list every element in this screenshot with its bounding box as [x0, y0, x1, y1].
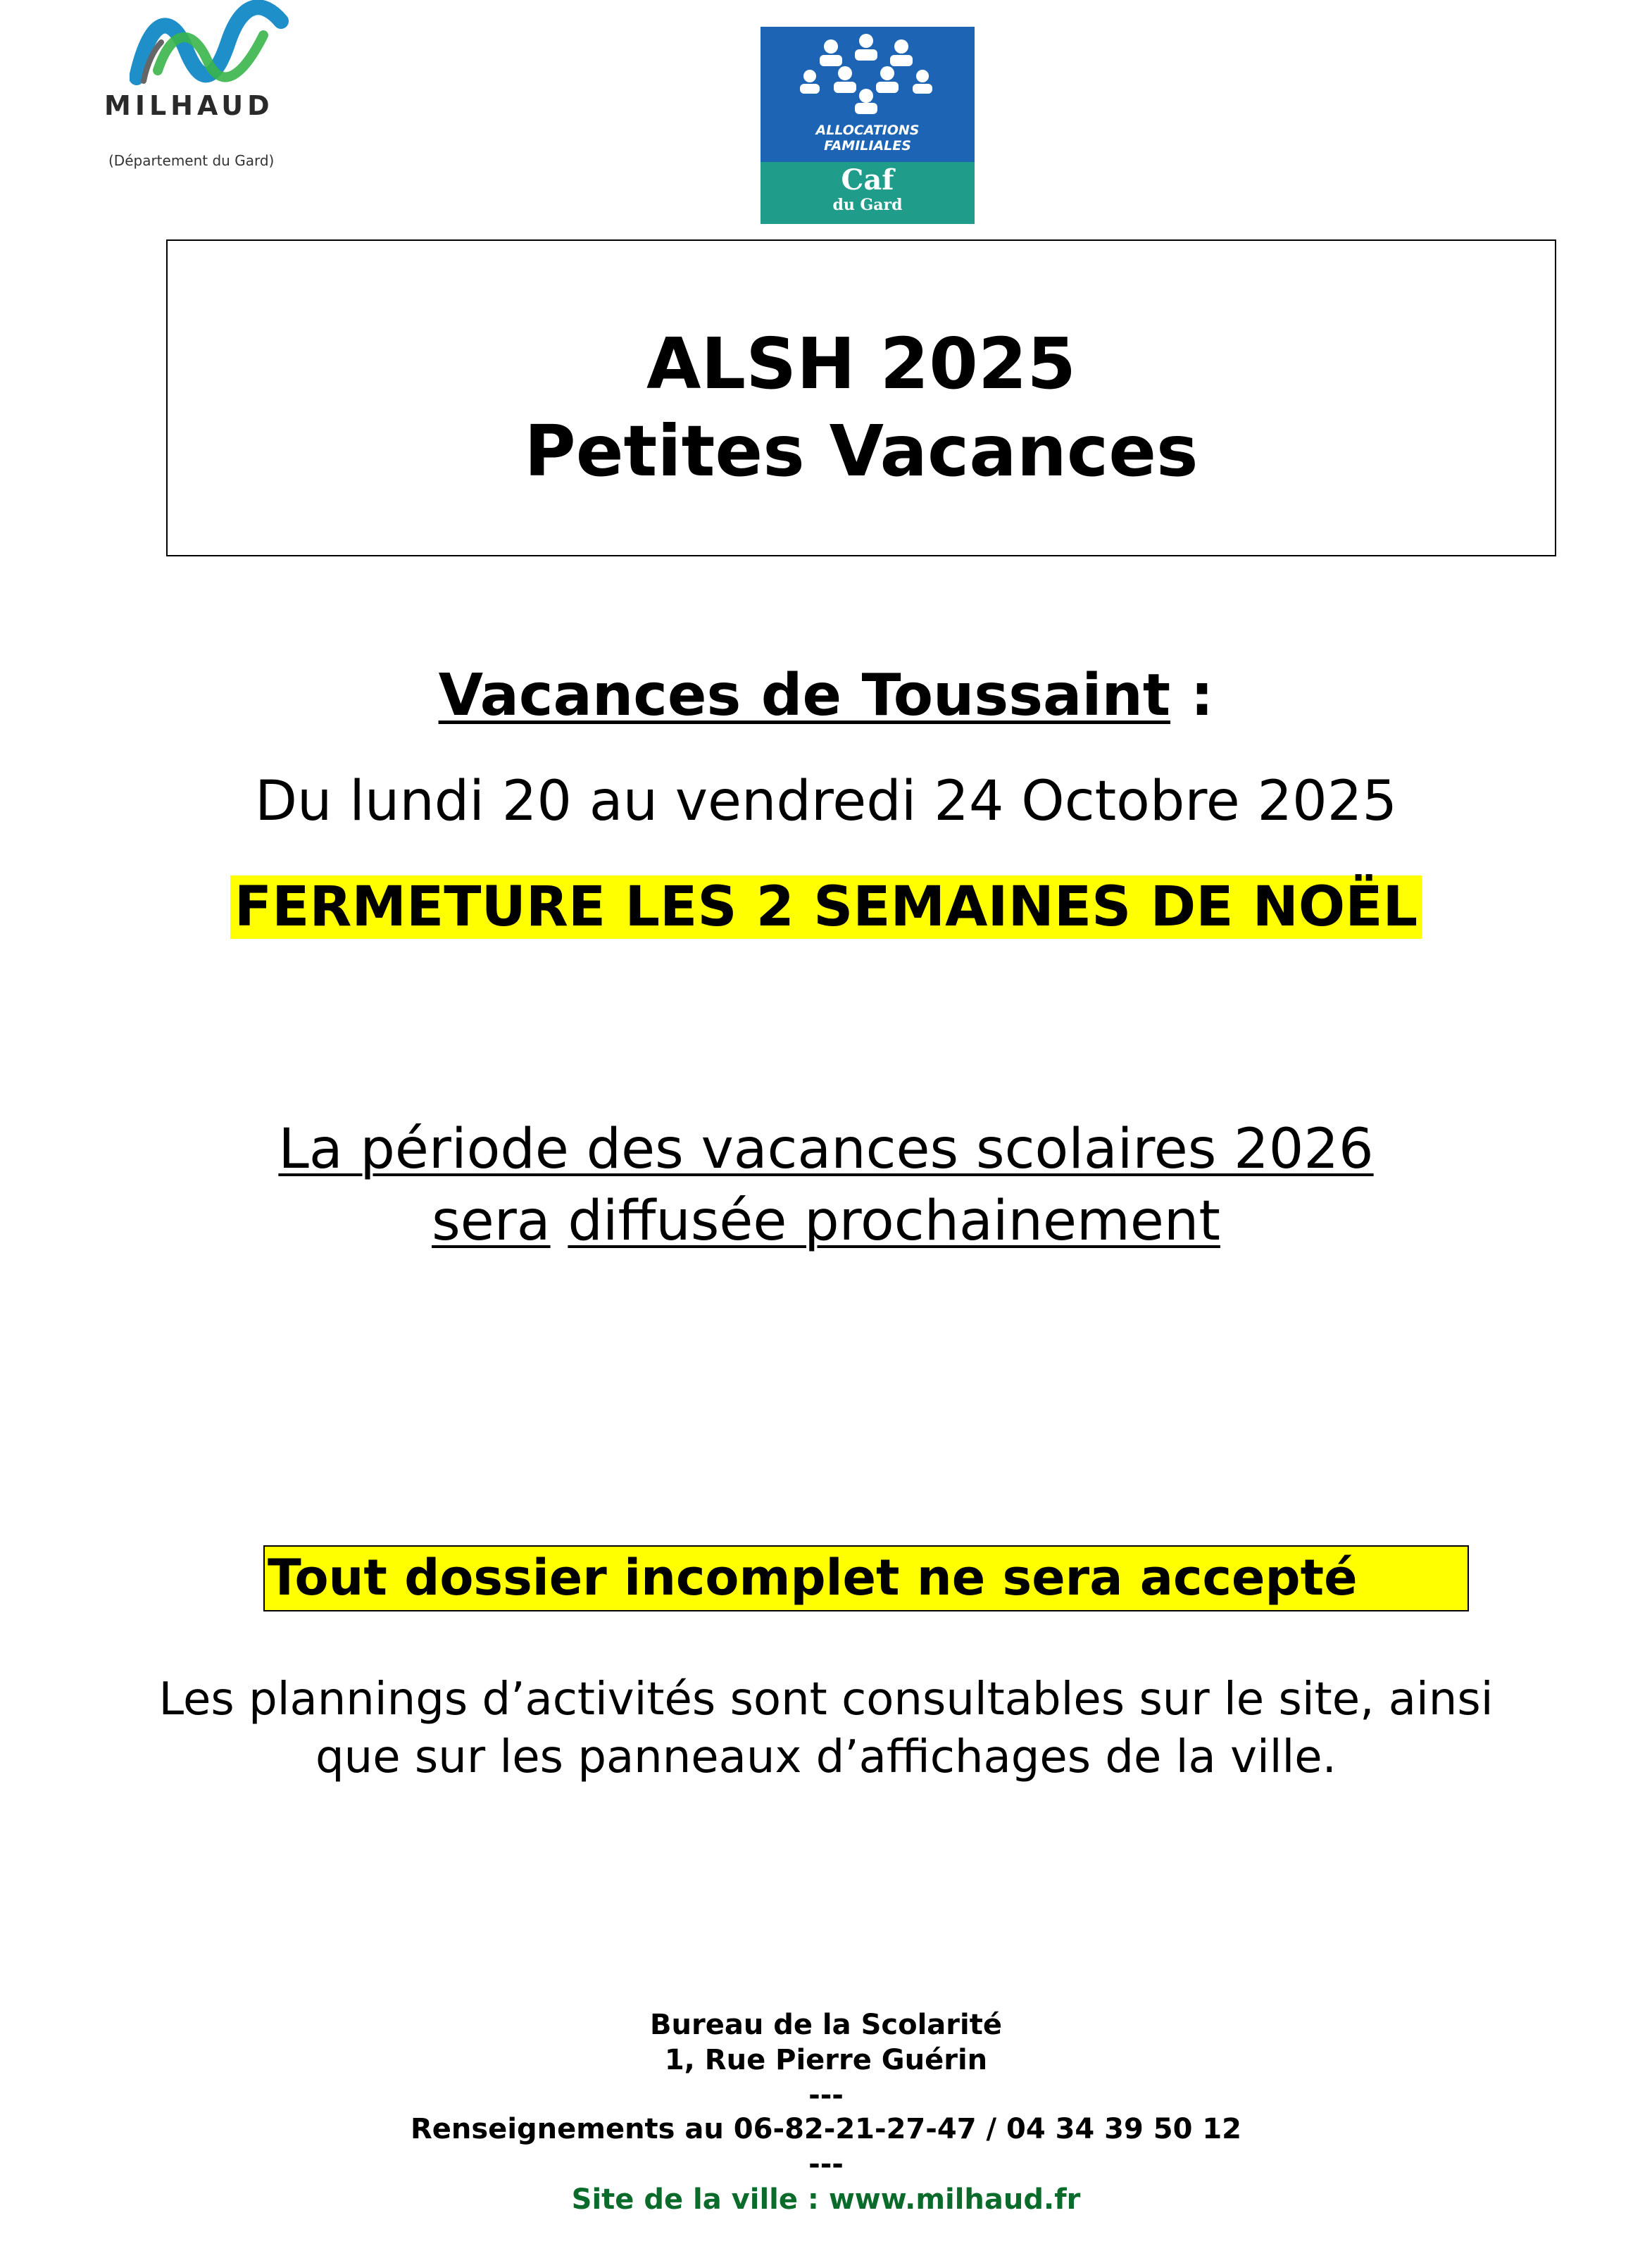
caf-allocations-text	[761, 123, 975, 154]
caf-people-icon	[761, 27, 975, 118]
footer-phone: Renseignements au 06-82-21-27-47 / 04 34 39 50 12	[410, 2113, 1242, 2145]
toussaint-dates: Du lundi 20 au vendredi 24 Octobre 2025	[254, 770, 1398, 833]
toussaint-heading-text: Vacances de Toussaint	[438, 662, 1171, 729]
milhaud-name: MILHAUD	[104, 90, 274, 121]
caf-logo	[761, 27, 975, 224]
plannings-line1: Les plannings d’activités sont consultables sur le site, ainsi	[158, 1673, 1494, 1726]
closure-notice	[0, 872, 1652, 942]
caf-caf-text: Caf	[841, 163, 894, 197]
closure-notice-text: FERMETURE LES 2 SEMAINES DE NOËL	[230, 875, 1422, 939]
title-line2: Petites Vacances	[524, 410, 1199, 492]
milhaud-logo	[99, 0, 324, 176]
footer-site-link[interactable]: Site de la ville : www.milhaud.fr	[571, 2183, 1081, 2216]
toussaint-heading	[0, 662, 1652, 730]
warning-box: Tout dossier incomplet ne sera accepté	[263, 1545, 1469, 1611]
caf-line1: ALLOCATIONS	[815, 123, 920, 138]
footer-separator: ---	[808, 2148, 844, 2181]
footer-address: 1, Rue Pierre Guérin	[664, 2044, 988, 2076]
title-box	[166, 239, 1556, 556]
milhaud-department: (Département du Gard)	[108, 152, 275, 169]
title-line1: ALSH 2025	[646, 323, 1076, 405]
plannings-line2: que sur les panneaux d’affichages de la ville.	[315, 1731, 1337, 1783]
footer-office: Bureau de la Scolarité	[650, 2009, 1002, 2041]
footer-separator: ---	[808, 2079, 844, 2112]
next-year-rest: diffusée prochainement	[568, 1190, 1220, 1253]
caf-gard-text: du Gard	[832, 196, 903, 214]
next-year-line1: La période des vacances scolaires 2026	[278, 1118, 1374, 1181]
milhaud-emblem-icon	[130, 0, 299, 92]
next-year-line2	[0, 1187, 1652, 1255]
toussaint-heading-suffix: :	[1170, 662, 1214, 729]
next-year-word1: sera	[432, 1190, 551, 1253]
caf-line2: FAMILIALES	[824, 138, 911, 154]
